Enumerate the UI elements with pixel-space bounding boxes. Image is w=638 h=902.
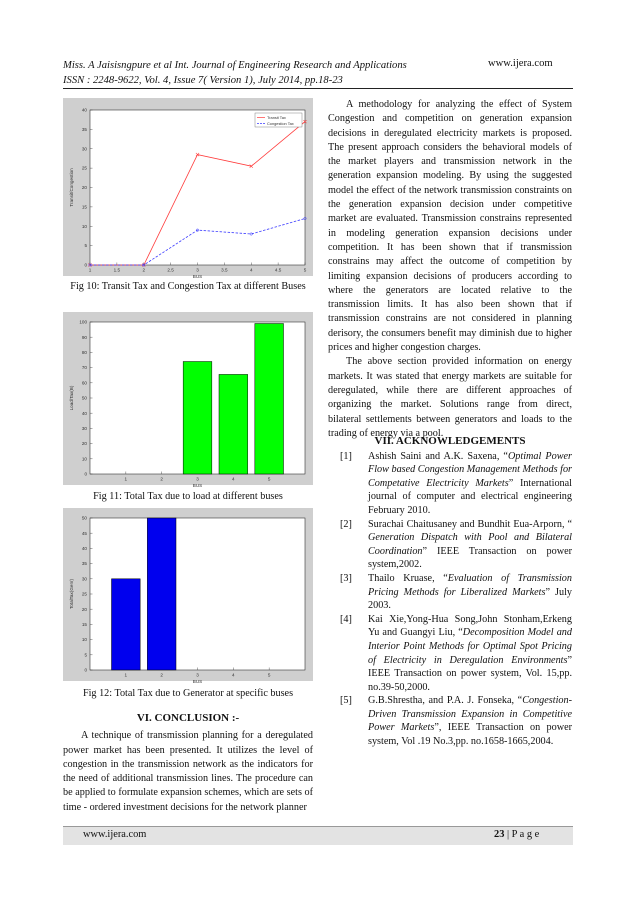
y-tick-label: 15 — [81, 204, 87, 210]
y-tick-label: 40 — [81, 107, 87, 113]
running-header — [63, 58, 483, 88]
reference-title: Optimal Power Flow based Congestion Management Methods for Competative Electricity Markets — [368, 450, 573, 489]
x-tick-label: 3 — [196, 267, 199, 273]
y-tick-label: 80 — [81, 350, 87, 355]
reference-item — [328, 450, 572, 518]
y-tick-label: 25 — [81, 591, 87, 597]
legend-label: Transit Tax — [267, 115, 286, 120]
y-axis-label: TotalTax(Genr) — [69, 578, 74, 610]
y-tick-label: 30 — [81, 426, 87, 431]
right-column-text — [328, 98, 572, 441]
y-tick-label: 90 — [81, 334, 87, 340]
header-rule — [63, 88, 573, 89]
reference-number: [1] — [340, 450, 352, 462]
y-tick-label: 5 — [84, 243, 87, 249]
reference-number: [5] — [340, 695, 352, 707]
reference-authors: G.B.Shrestha, and P.A. J. Fonseka, “ — [368, 695, 523, 707]
fig11-chart — [63, 312, 313, 488]
y-tick-label: 10 — [81, 637, 87, 643]
y-axis-label: Transit/Congestion — [69, 168, 74, 207]
bar — [255, 324, 284, 474]
y-tick-label: 35 — [81, 561, 87, 567]
acknowledgements-title: VII. ACKNOWLEDGEMENTS — [374, 435, 526, 447]
x-tick-label: 2 — [142, 267, 146, 273]
y-tick-label: 40 — [81, 410, 87, 416]
reference-authors: Thailo Kruase, “ — [368, 572, 448, 584]
x-axis-label: BUS — [192, 483, 203, 488]
bar — [112, 579, 141, 670]
x-tick-label: 1 — [124, 476, 128, 482]
reference-title: Congestion-Driven Transmission Expansion in Competitive Power Markets — [368, 695, 572, 734]
x-tick-label: 3 — [196, 672, 199, 678]
x-tick-label: 2 — [160, 672, 163, 678]
plot-area — [90, 110, 305, 265]
header-site-link[interactable]: www.ijera.com — [488, 58, 553, 69]
conclusion-body: A technique of transmission planning for a deregulated power market has been presented. It utilizes the level of congestion in the transmission network as the indicators for the need of additional transmission lines. The procedure can be applied to formulate expansion schemes, which are sets of time - ordered investment decisions for the network planner — [63, 730, 313, 813]
x-tick-label: 4 — [249, 267, 253, 273]
acknowledgements-section — [328, 435, 572, 749]
reference-item — [328, 694, 572, 748]
fig12-chart — [63, 508, 313, 684]
reference-title: Evaluation of Transmission Pricing Methods for Liberalized Markets — [368, 572, 572, 598]
reference-text — [368, 518, 572, 572]
reference-number: [2] — [340, 518, 352, 530]
y-tick-label: 20 — [81, 606, 87, 612]
y-tick-label: 25 — [81, 165, 87, 171]
x-tick-label: 2.5 — [167, 267, 174, 273]
reference-item — [328, 518, 572, 572]
reference-authors: Ashish Saini and A.K. Saxena, “ — [368, 450, 508, 462]
reference-authors: Surachai Chaitusaney and Bundhit Eua-Arporn, “ — [368, 518, 572, 530]
y-tick-label: 60 — [81, 380, 87, 386]
bar — [147, 518, 176, 670]
reference-item — [328, 613, 572, 695]
legend — [255, 113, 302, 127]
y-tick-label: 15 — [81, 622, 87, 627]
y-tick-label: 20 — [81, 185, 87, 191]
y-tick-label: 30 — [81, 146, 87, 152]
reference-number: [3] — [340, 572, 352, 584]
x-tick-label: 1 — [124, 672, 128, 678]
reference-title: Generation Dispatch with Pool and Bilateral Coordination — [368, 532, 572, 557]
x-tick-label: 4 — [232, 476, 235, 482]
x-tick-label: 2 — [160, 476, 163, 482]
reference-source: ” IEEE Transaction on power system,2002. — [368, 545, 572, 571]
reference-title: Decomposition Model and Interior Point Methods for Optimal Spot Pricing of Electricity in Deregulation Environments — [368, 627, 572, 666]
y-axis-label: Load/Tax(B) — [69, 385, 74, 411]
methodology-paragraph: A methodology for analyzing the effect of System Congestion and competition on generation expansion decisions in deregulated electricity markets is proposed. The present approach considers the behavioral models of the market players and transmission network in the generation expansion modeling. By using the suggested model the effect of the network transmission constraints on the generation expansion decision under competitive market are evaluated. Transmission constrains represented in modeling generation expansion decisions under competition. It has been shown that if transmission constrains may affect the outcome of competition by limiting expansion decisions of producers according to where the generators are located relative to the transmission limits. It has also been shown that if transmission constrains are not considered in planning derisory, the consumers benefit may diminish due to higher prices and higher congestion charges. — [328, 99, 572, 354]
reference-text — [368, 613, 572, 695]
x-tick-label: 4 — [232, 672, 235, 678]
x-tick-label: 5 — [267, 476, 271, 482]
legend-label: Congestion Tax — [267, 121, 294, 126]
reference-list — [328, 450, 572, 749]
conclusion-title: VI. CONCLUSION :- — [136, 712, 240, 724]
y-tick-label: 20 — [81, 441, 87, 447]
reference-item — [328, 572, 572, 613]
reference-source: ”, IEEE Transaction on power system, Vol .19 No.3,pp. no.1658-1665,2004. — [368, 722, 572, 748]
bar — [219, 374, 248, 474]
y-tick-label: 5 — [84, 652, 87, 658]
y-tick-label: 100 — [79, 319, 87, 325]
x-axis-label: BUS — [192, 679, 203, 684]
conclusion-section — [63, 711, 313, 815]
reference-source: ” IEEE Transaction on power system, Vol. 15,pp. no.39-50,2000. — [368, 654, 572, 693]
x-tick-label: 3.5 — [221, 267, 228, 273]
y-tick-label: 45 — [81, 530, 87, 536]
x-axis-label: BUS — [192, 274, 203, 279]
fig10-chart — [63, 98, 313, 279]
y-tick-label: 50 — [81, 515, 87, 521]
reference-authors: Kai Xie,Yong-Hua Song,John Stonham,Erkeng Yu and Guangyi Liu, “ — [368, 613, 572, 639]
y-tick-label: 70 — [81, 365, 87, 371]
y-tick-label: 0 — [84, 471, 87, 477]
x-tick-label: 5 — [267, 672, 271, 678]
y-tick-label: 40 — [81, 546, 87, 551]
x-tick-label: 3 — [196, 476, 199, 482]
reference-text — [368, 694, 572, 748]
x-tick-label: 5 — [303, 267, 307, 273]
reference-source: ” July 2003. — [368, 586, 572, 612]
reference-text — [368, 450, 572, 518]
energy-markets-paragraph: The above section provided information on energy markets. It was stated that energy markets are suitable for deregulated, while there are different approaches of organizing the market. Solutions range from direct, bilateral settlements between generators and loads to the trading of energy via a pool. — [328, 356, 572, 439]
bar — [183, 362, 212, 474]
page-number-value: 23 — [494, 829, 505, 840]
y-tick-label: 50 — [81, 395, 87, 401]
fig12-caption: Fig 12: Total Tax due to Generator at specific buses — [82, 688, 294, 699]
fig11-caption: Fig 11: Total Tax due to load at different buses — [93, 491, 283, 502]
journal-line: Miss. A Jaisisngpure et al Int. Journal of Engineering Research and Applications — [63, 60, 407, 71]
y-tick-label: 35 — [81, 126, 87, 132]
reference-text — [368, 572, 572, 613]
reference-source: ” International journal of computer and electrical engineering February 2010. — [368, 477, 572, 516]
reference-number: [4] — [340, 613, 352, 625]
x-tick-label: 4.5 — [274, 267, 282, 273]
y-tick-label: 30 — [81, 576, 87, 582]
footer-site-link[interactable]: www.ijera.com — [83, 829, 147, 840]
page-number — [494, 829, 539, 840]
x-tick-label: 1.5 — [113, 267, 121, 273]
y-tick-label: 0 — [84, 262, 87, 268]
x-tick-label: 1 — [88, 267, 92, 273]
y-tick-label: 10 — [81, 223, 87, 229]
page-label: | P a g e — [504, 829, 540, 840]
fig10-caption: Fig 10: Transit Tax and Congestion Tax at different Buses — [70, 281, 306, 292]
issn-line: ISSN : 2248-9622, Vol. 4, Issue 7( Version 1), July 2014, pp.18-23 — [63, 75, 343, 86]
y-tick-label: 10 — [81, 456, 87, 462]
y-tick-label: 0 — [84, 667, 87, 673]
